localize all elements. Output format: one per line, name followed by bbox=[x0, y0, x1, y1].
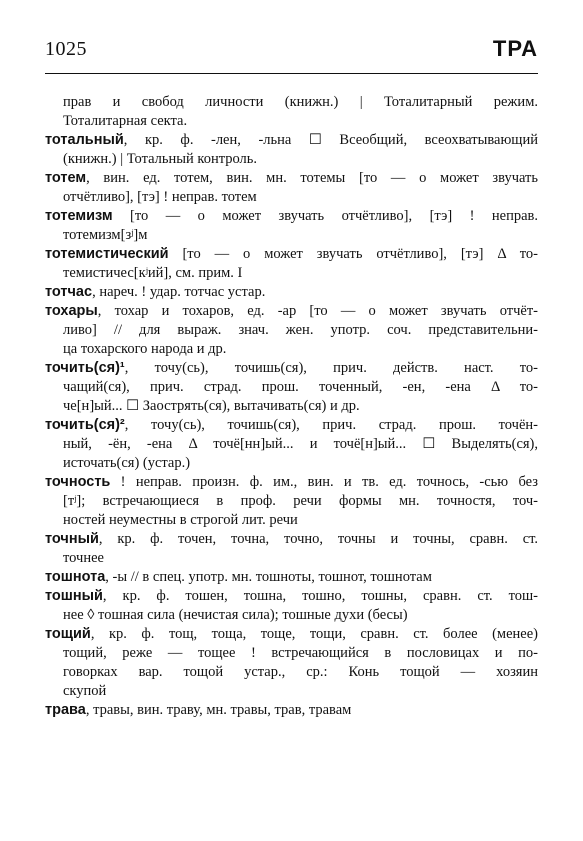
entry-line bbox=[45, 492, 538, 511]
entry-text: че[н]ый... ☐ Заострять(ся), вытачивать(ся) и др. bbox=[63, 398, 360, 414]
entry-text: , вин. ед. тотем, вин. мн. тотемы [то — о может звучать bbox=[86, 170, 538, 186]
entry-line bbox=[45, 340, 538, 359]
entry-line bbox=[45, 131, 538, 150]
entry-headword: тотемизм bbox=[45, 208, 113, 224]
entry-headword: тошный bbox=[45, 588, 103, 604]
entry-line bbox=[45, 321, 538, 340]
page-number: 1025 bbox=[45, 38, 87, 60]
entry-line bbox=[45, 454, 538, 473]
entry-line bbox=[45, 473, 538, 492]
entry-text: точнее bbox=[63, 550, 104, 566]
entry-line bbox=[45, 188, 538, 207]
entry-line bbox=[45, 169, 538, 188]
entry-text: (книжн.) | Тотальный контроль. bbox=[63, 151, 258, 167]
entry-headword: точный bbox=[45, 531, 99, 547]
entry-text: [то — о может звучать отчётливо], [тэ] Δ то- bbox=[168, 246, 538, 262]
entry-text: скупой bbox=[63, 683, 107, 699]
entry-line bbox=[45, 587, 538, 606]
entry-headword: тощий bbox=[45, 626, 91, 642]
entry-text: ! неправ. произн. ф. им., вин. и тв. ед. точнось, -сью без bbox=[110, 474, 538, 490]
entry-text: нее ◊ тошная сила (нечистая сила); тошные духи (бесы) bbox=[63, 607, 408, 623]
entry-text: тощий, реже — тощее ! встречающийся в пословицах и по- bbox=[63, 645, 538, 661]
entry-line bbox=[45, 701, 538, 720]
entry-text: , кр. ф. тощ, тоща, тоще, тощи, сравн. ст. более (менее) bbox=[90, 626, 538, 642]
entry-text: , точу(сь), точишь(ся), прич. страд. прош. точён- bbox=[124, 417, 538, 433]
entry-text: [то — о может звучать отчётливо], [тэ] ! неправ. bbox=[112, 208, 538, 224]
entry-line bbox=[45, 150, 538, 169]
entry-line bbox=[45, 245, 538, 264]
entry-line bbox=[45, 112, 538, 131]
entry-line bbox=[45, 416, 538, 435]
entry-headword: точность bbox=[45, 474, 111, 490]
entry-text: темистичес[кʲий], см. прим. I bbox=[63, 265, 243, 281]
entry-text: прав и свобод личности (книжн.) | Тоталитарный режим. bbox=[63, 94, 538, 110]
entry-line bbox=[45, 568, 538, 587]
entry-text: , тохар и тохаров, ед. -ар [то — о может звучать отчёт- bbox=[97, 303, 538, 319]
entry-text: , нареч. ! удар. тотчас устар. bbox=[92, 284, 266, 300]
entry-headword: тотальный bbox=[45, 132, 124, 148]
entry-text: ца тохарского народа и др. bbox=[63, 341, 227, 357]
running-head: ТРА bbox=[492, 36, 538, 61]
page-header bbox=[45, 38, 538, 72]
entry-text: , кр. ф. точен, точна, точно, точны и точны, сравн. ст. bbox=[98, 531, 538, 547]
entry-text: , травы, вин. траву, мн. травы, трав, травам bbox=[85, 702, 352, 718]
entry-line bbox=[45, 226, 538, 245]
entry-line bbox=[45, 93, 538, 112]
entry-line bbox=[45, 625, 538, 644]
entry-headword: тотчас bbox=[45, 284, 93, 300]
entry-line bbox=[45, 644, 538, 663]
entry-headword: тохары bbox=[45, 303, 98, 319]
entry-line bbox=[45, 378, 538, 397]
entry-text: ливо] // для выраж. знач. жен. употр. соч. представительни- bbox=[63, 322, 538, 338]
entry-headword: тошнота bbox=[45, 569, 106, 585]
entry-text: Тоталитарная секта. bbox=[63, 113, 188, 129]
entry-headword: тотем bbox=[45, 170, 87, 186]
entry-line bbox=[45, 663, 538, 682]
entry-headword: тотемистический bbox=[45, 246, 169, 262]
entry-line bbox=[45, 530, 538, 549]
entry-text: , -ы // в спец. употр. мн. тошноты, тошнот, тошнотам bbox=[105, 569, 432, 585]
entry-text: чащий(ся), прич. страд. прош. точенный, -ен, -ена Δ то- bbox=[63, 379, 538, 395]
entry-headword: точить(ся)¹ bbox=[45, 360, 125, 376]
entry-line bbox=[45, 397, 538, 416]
entry-line bbox=[45, 682, 538, 701]
entry-line bbox=[45, 359, 538, 378]
entry-headword: точить(ся)² bbox=[45, 417, 125, 433]
entry-text: тотемизм[зʲ]м bbox=[63, 227, 148, 243]
entry-headword: трава bbox=[45, 702, 86, 718]
entry-text: [тʲ]; встречающиеся в проф. речи формы мн. точностя, точ- bbox=[63, 493, 538, 509]
entry-text: ный, -ён, -ена Δ точё[нн]ый... и точё[н]ый... ☐ Выделять(ся), bbox=[63, 436, 538, 452]
dictionary-entries bbox=[45, 93, 538, 720]
entry-text: , кр. ф. -лен, -льна ☐ Всеобщий, всеохватывающий bbox=[123, 132, 538, 148]
entry-line bbox=[45, 606, 538, 625]
entry-line bbox=[45, 283, 538, 302]
entry-line bbox=[45, 511, 538, 530]
entry-line bbox=[45, 207, 538, 226]
entry-text: ностей неуместны в строгой лит. речи bbox=[63, 512, 298, 528]
entry-text: источать(ся) (устар.) bbox=[63, 455, 191, 471]
entry-text: говорках вар. тощой устар., ср.: Конь тощой — хозяин bbox=[63, 664, 538, 680]
entry-line bbox=[45, 549, 538, 568]
entry-text: , точу(сь), точишь(ся), прич. действ. наст. то- bbox=[124, 360, 538, 376]
header-rule bbox=[45, 73, 538, 74]
entry-line bbox=[45, 302, 538, 321]
entry-text: отчётливо], [тэ] ! неправ. тотем bbox=[63, 189, 257, 205]
entry-text: , кр. ф. тошен, тошна, тошно, тошны, сравн. ст. тош- bbox=[102, 588, 538, 604]
entry-line bbox=[45, 264, 538, 283]
entry-line bbox=[45, 435, 538, 454]
